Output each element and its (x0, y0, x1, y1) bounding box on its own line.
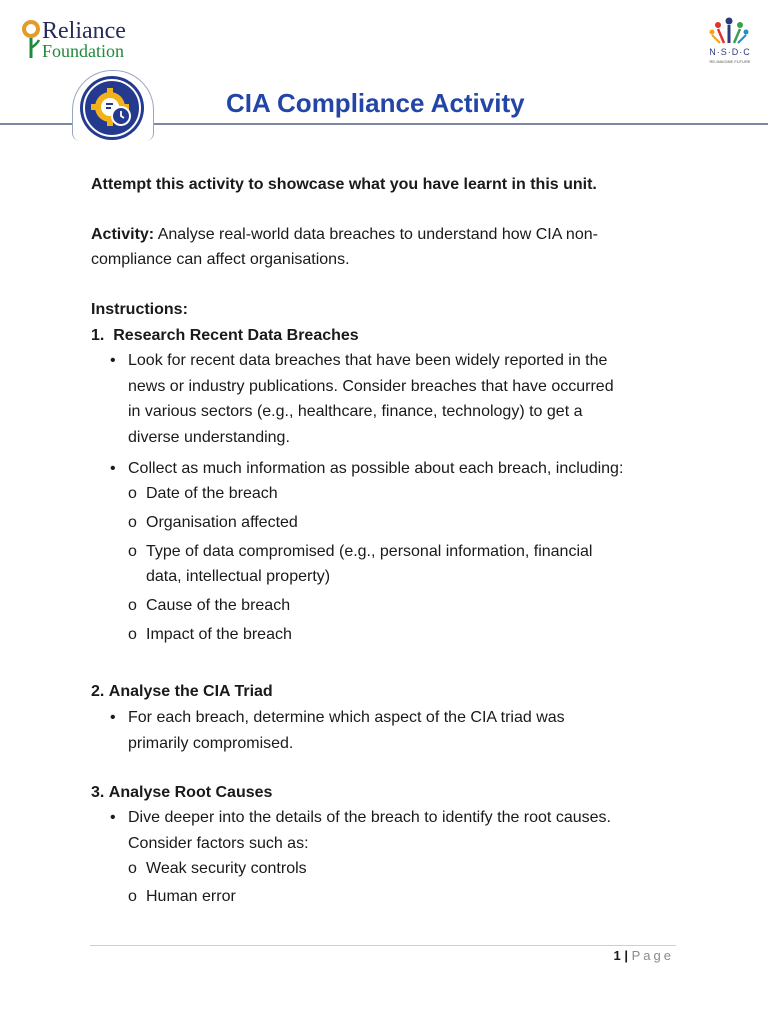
sub-list-item-line: Type of data compromised (e.g., personal information, financial (146, 543, 593, 560)
nsdc-figures-icon (700, 15, 758, 47)
page-footer (580, 946, 674, 966)
list-item-line: Dive deeper into the details of the breach to identify the root causes. (128, 809, 611, 826)
sub-list-item: Impact of the breach (146, 626, 292, 643)
nsdc-logo-text: N·S·D·C (709, 47, 751, 57)
section-number: 1. (91, 327, 105, 344)
section-2-heading (91, 679, 273, 704)
list-item-line: news or industry publications. Consider breaches that have occurred (128, 377, 614, 395)
list-item-line: For each breach, determine which aspect of the CIA triad was (128, 709, 565, 726)
sub-list-item: Human error (146, 888, 236, 905)
intro-text: Attempt this activity to showcase what you have learnt in this unit. (91, 176, 597, 193)
bullet-marker: • (110, 460, 116, 477)
gear-clock-icon (80, 76, 144, 140)
list-item-line: primarily compromised. (128, 734, 294, 752)
section-3-heading (91, 780, 272, 805)
list-item (128, 348, 688, 450)
bullet-marker: • (110, 809, 116, 826)
activity-line-1 (91, 222, 598, 247)
list-item (128, 705, 688, 756)
sub-bullet-marker: o (128, 543, 137, 560)
list-item-line: Look for recent data breaches that have been widely reported in the (128, 352, 608, 369)
sub-bullet-marker: o (128, 514, 137, 531)
sub-bullet-marker: o (128, 626, 137, 643)
reliance-foundation-logo (20, 17, 150, 63)
sub-list-item: Organisation affected (146, 514, 298, 531)
list-item-line: diverse understanding. (128, 428, 290, 446)
list-item-line: Consider factors such as: (128, 834, 309, 852)
section-1-heading (91, 323, 359, 348)
section-number: 3. (91, 784, 105, 801)
sub-list-item (146, 539, 686, 589)
page-title: CIA Compliance Activity (226, 88, 525, 118)
sub-bullet-marker: o (128, 860, 137, 877)
nsdc-logo (700, 15, 758, 67)
activity-text-1: Analyse real-world data breaches to understand how CIA non- (154, 226, 598, 243)
sub-list-item: Weak security controls (146, 860, 307, 877)
list-item-line: in various sectors (e.g., healthcare, finance, technology) to get a (128, 403, 583, 420)
reliance-flame-icon (20, 18, 42, 62)
section-number: 2. (91, 683, 105, 700)
list-item (128, 805, 688, 856)
sub-bullet-marker: o (128, 888, 137, 905)
section-title: Analyse the CIA Triad (108, 683, 273, 700)
page-number: 1 (613, 948, 621, 963)
nsdc-logo-tagline: RE-IMAGINE FUTURE (709, 59, 751, 64)
reliance-logo-line2: Foundation (42, 41, 125, 61)
instructions-label: Instructions: (91, 301, 188, 318)
sub-bullet-marker: o (128, 485, 137, 502)
reliance-logo-line1: Reliance (42, 18, 126, 44)
page-label: Page (631, 948, 674, 963)
sub-list-item-line: data, intellectual property) (146, 568, 331, 585)
sub-bullet-marker: o (128, 597, 137, 614)
activity-label: Activity: (91, 226, 155, 243)
list-item: Collect as much information as possible about each breach, including: (128, 460, 624, 477)
sub-list-item: Cause of the breach (146, 597, 291, 614)
section-title: Research Recent Data Breaches (113, 327, 359, 344)
section-title: Analyse Root Causes (108, 784, 273, 801)
bullet-marker: • (110, 352, 116, 369)
sub-list-item: Date of the breach (146, 485, 278, 502)
footer-separator: | (624, 948, 628, 963)
bullet-marker: • (110, 709, 116, 726)
activity-line-2: compliance can affect organisations. (91, 251, 350, 268)
